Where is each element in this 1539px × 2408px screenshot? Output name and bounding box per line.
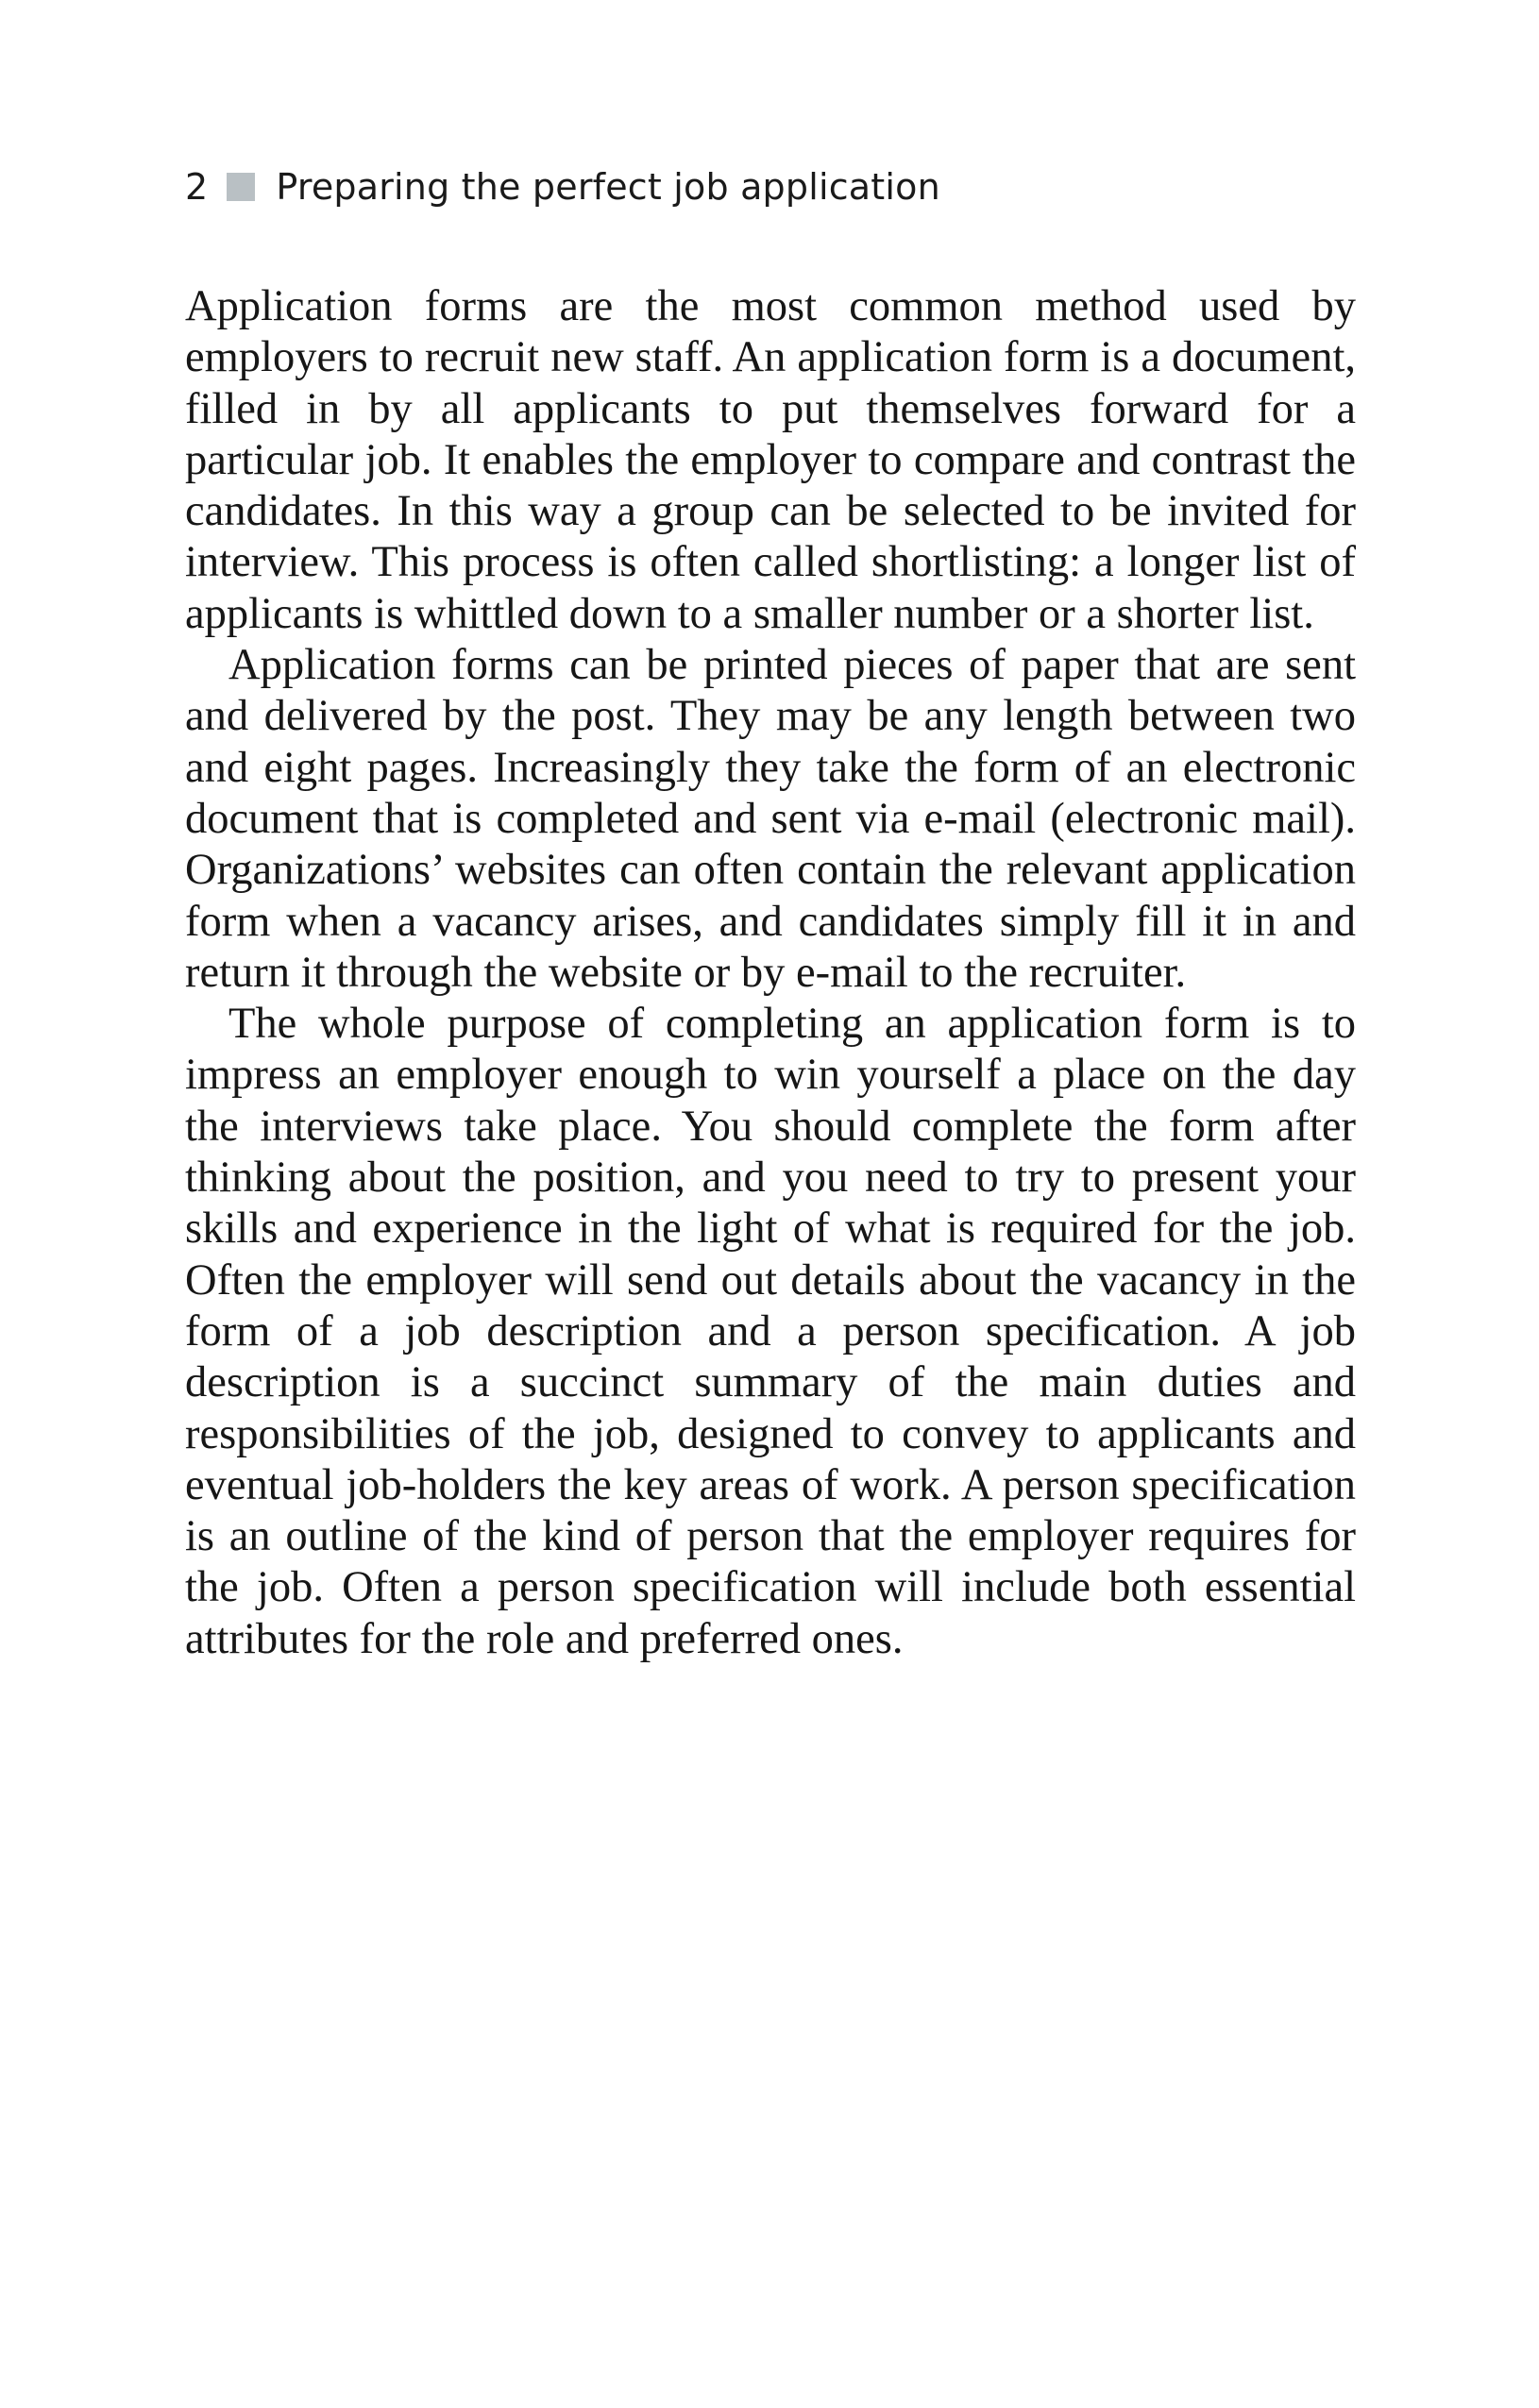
square-bullet-icon [227, 173, 255, 201]
page-number: 2 [185, 166, 209, 208]
body-text [185, 281, 1356, 1665]
paragraph-2: Application forms can be printed pieces of paper that are sent and delivered by the post. They may be any length between two and eight pages. Increasingly they take the form of an electronic document that is completed and sent via e-mail (electronic mail). Organizations’ websites can often contain the relevant application form when a vacancy arises, and candidates simply fill it in and return it through the website or by e-mail to the recruiter. [185, 641, 1356, 997]
paragraph-3: The whole purpose of completing an application form is to impress an employer enough to win yourself a place on the day the interviews take place. You should complete the form after thinking about the position, and you need to try to present your skills and experience in the light of what is required for the job. Often the employer will send out details about the vacancy in the form of a job description and a person specification. A job description is a succinct summary of the main duties and responsibilities of the job, designed to convey to applicants and eventual job-holders the key areas of work. A person specification is an outline of the kind of person that the employer requires for the job. Often a person specification will include both essential attributes for the role and preferred ones. [185, 1000, 1356, 1663]
running-head-title: Preparing the perfect job application [276, 166, 940, 208]
running-head [185, 159, 940, 215]
paragraph-1: Application forms are the most common method used by employers to recruit new staff. An application form is a document, filled in by all applicants to put themselves forward for a particular job. It enables the employer to compare and contrast the candidates. In this way a group can be selected to be invited for interview. This process is often called shortlisting: a longer list of applicants is whittled down to a smaller number or a shorter list. [185, 282, 1356, 638]
